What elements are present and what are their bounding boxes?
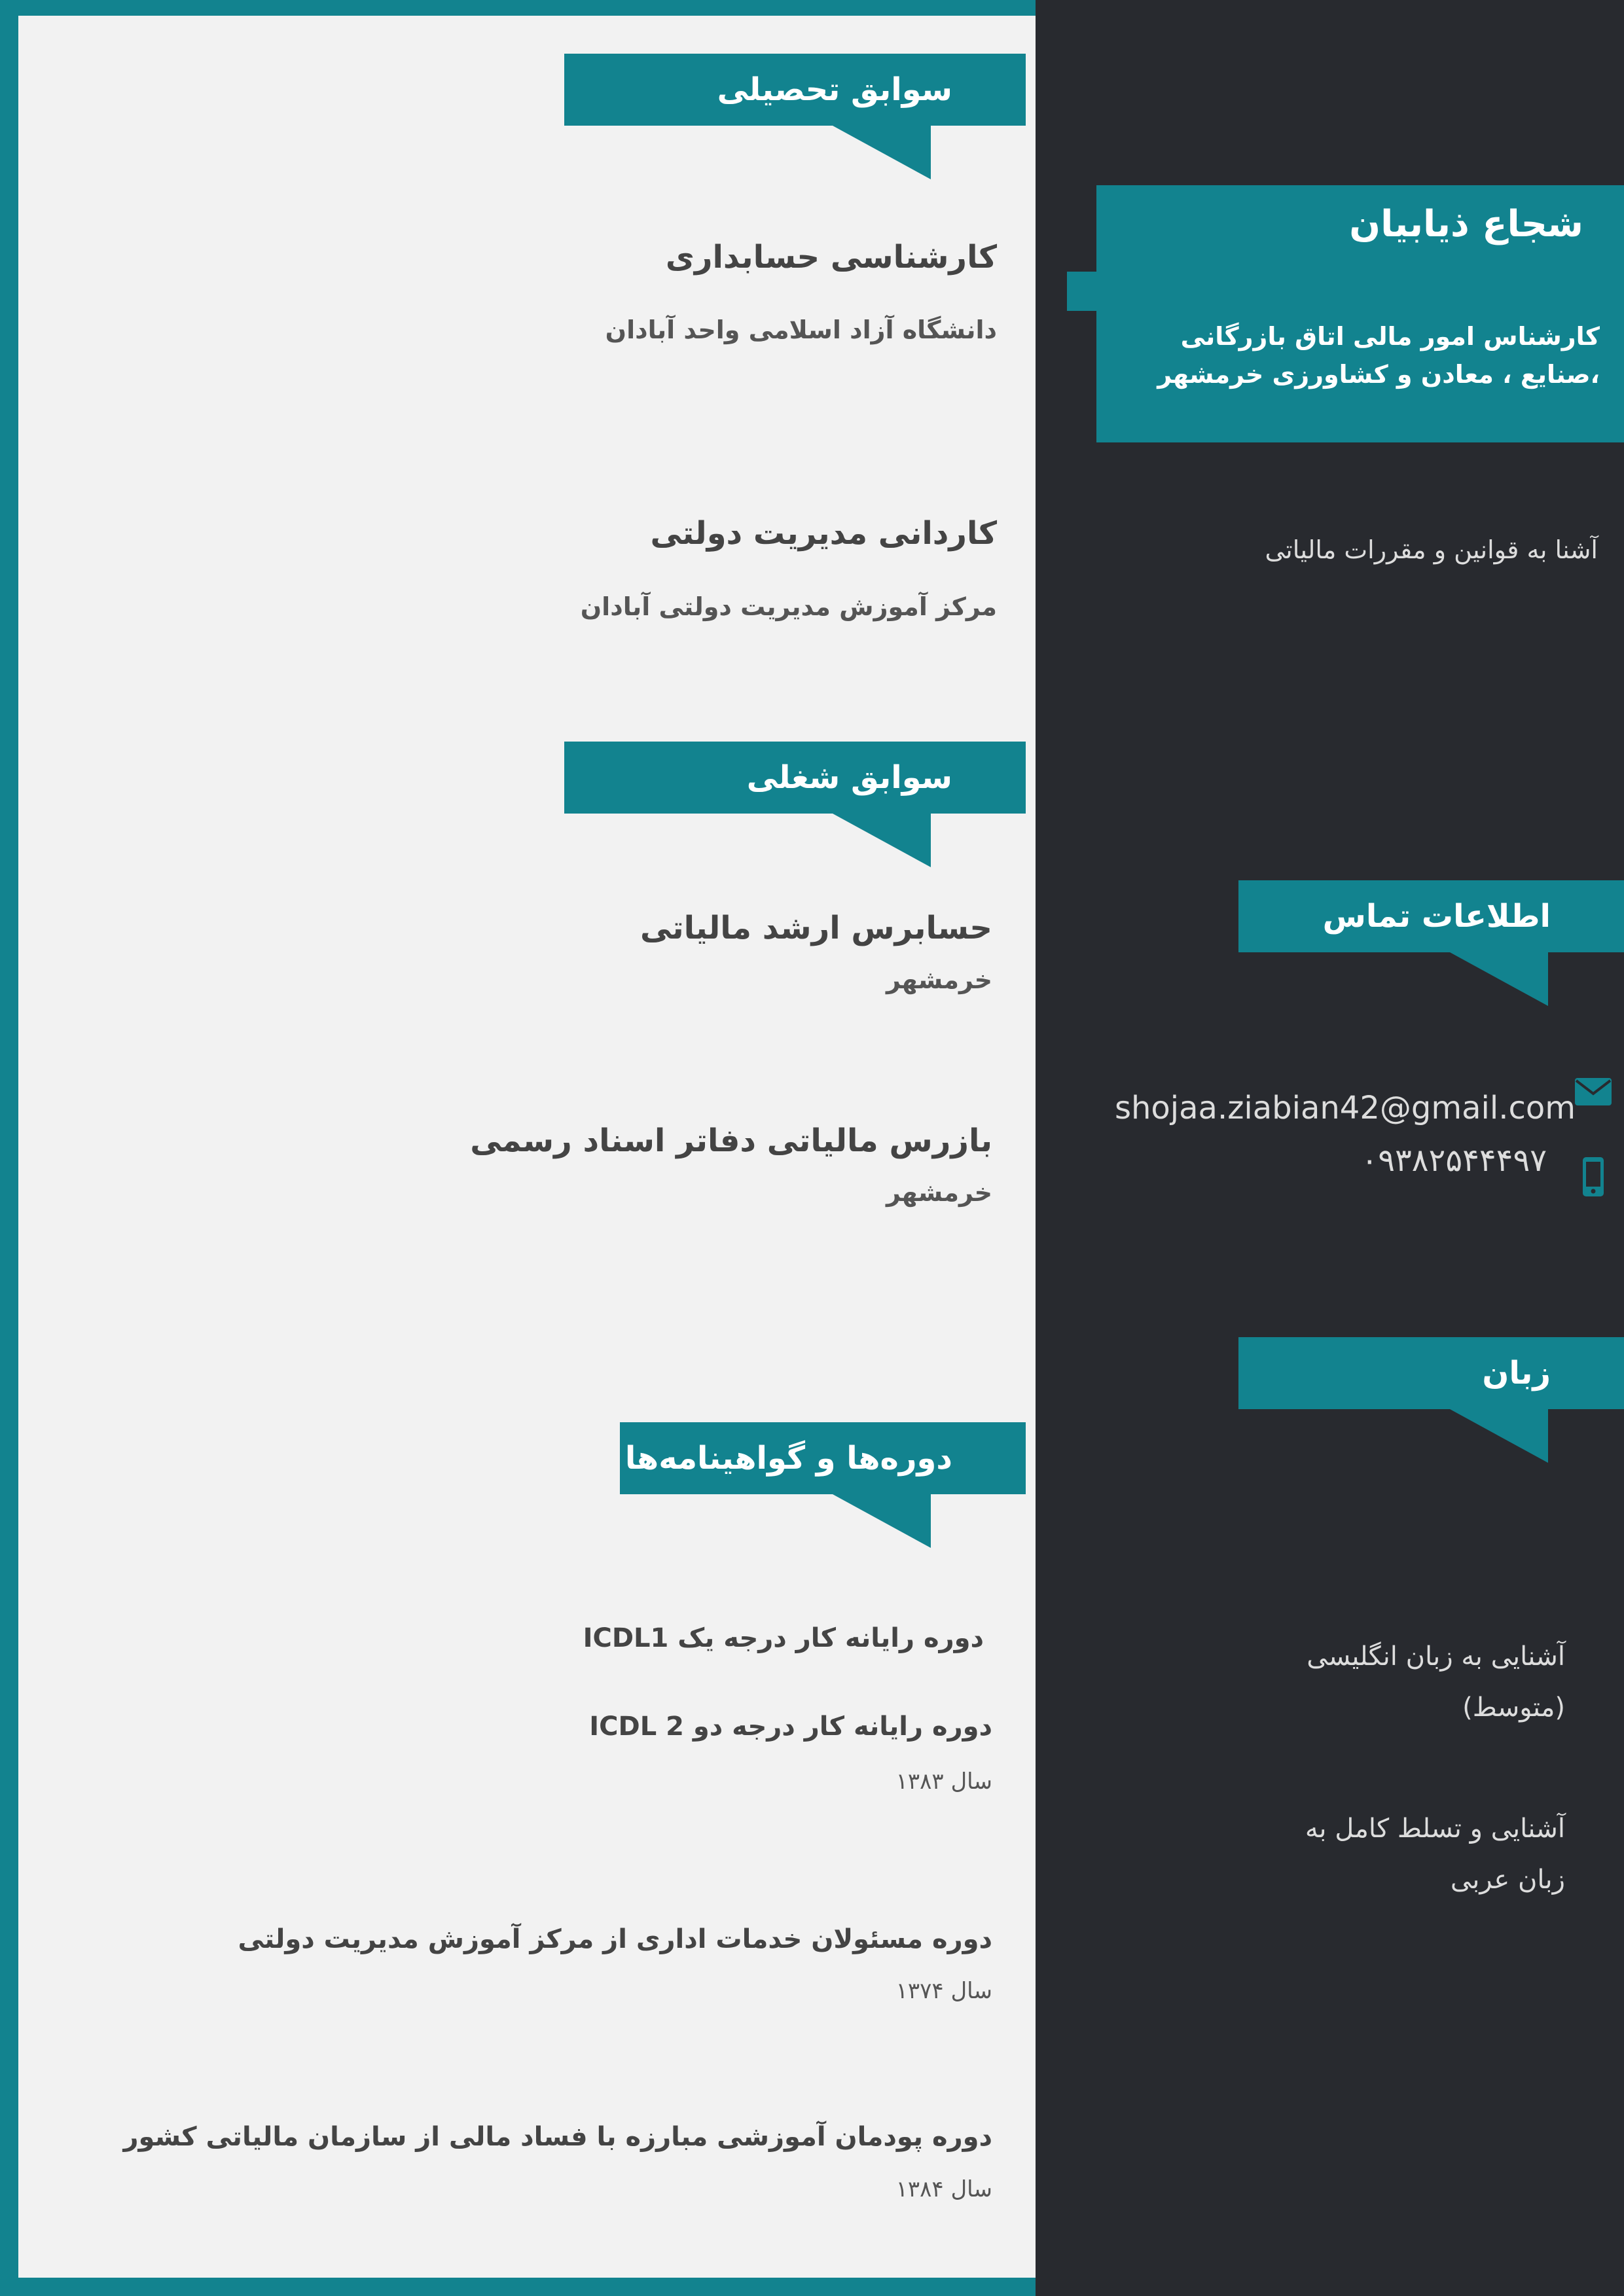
education-institution-2: مرکز آموزش مدیریت دولتی آبادان bbox=[580, 592, 997, 621]
experience-city-2: خرمشهر bbox=[886, 1178, 992, 1207]
languages-heading-tail bbox=[1450, 1409, 1548, 1463]
education-degree-1: کارشناسی حسابداری bbox=[665, 239, 997, 276]
envelope-icon bbox=[1575, 1078, 1612, 1105]
contact-heading-tail bbox=[1450, 952, 1548, 1006]
education-degree-2: کاردانی مدیریت دولتی bbox=[650, 515, 997, 552]
contact-phone[interactable]: ۰۹۳۸۲۵۴۴۴۹۷ bbox=[1361, 1142, 1547, 1179]
language-arabic: آشنایی و تسلط کامل به زبان عربی bbox=[1305, 1814, 1565, 1895]
course-2-year: سال ۱۳۸۳ bbox=[895, 1768, 992, 1795]
profile-summary: آشنا به قوانین و مقررات مالیاتی bbox=[1265, 535, 1598, 564]
courses-heading-tail bbox=[833, 1494, 931, 1548]
experience-role-2: بازرس مالیاتی دفاتر اسناد رسمی bbox=[470, 1122, 992, 1159]
education-heading: سوابق تحصیلی bbox=[564, 54, 1026, 126]
experience-heading-tail bbox=[833, 814, 931, 867]
course-4: دوره پودمان آموزشی مبارزه با فساد مالی از سازمان مالیاتی کشور bbox=[123, 2122, 992, 2152]
experience-city-1: خرمشهر bbox=[886, 965, 992, 994]
education-heading-tail bbox=[833, 126, 931, 179]
experience-heading: سوابق شغلی bbox=[564, 742, 1026, 814]
course-3: دوره مسئولان خدمات اداری از مرکز آموزش مدیریت دولتی bbox=[238, 1924, 992, 1954]
course-1: دوره رایانه کار درجه یک ICDL1 bbox=[583, 1623, 984, 1653]
languages-heading: زبان bbox=[1238, 1337, 1624, 1409]
name-card-tab bbox=[1067, 272, 1096, 311]
course-4-year: سال ۱۳۸۴ bbox=[895, 2176, 992, 2202]
mobile-phone-icon bbox=[1583, 1157, 1604, 1196]
courses-heading: دوره‌ها و گواهینامه‌ها bbox=[620, 1422, 1026, 1494]
course-3-year: سال ۱۳۷۴ bbox=[895, 1978, 992, 2004]
contact-heading: اطلاعات تماس bbox=[1238, 880, 1624, 952]
education-institution-1: دانشگاه آزاد اسلامی واحد آبادان bbox=[605, 315, 997, 344]
person-title: کارشناس امور مالی اتاق بازرگانی ،صنایع ، معادن و کشاورزی خرمشهر bbox=[1157, 322, 1600, 389]
course-2: دوره رایانه کار درجه دو ICDL 2 bbox=[589, 1712, 992, 1742]
contact-email[interactable]: shojaa.ziabian42@gmail.com bbox=[1115, 1090, 1576, 1126]
person-name: شجاع ذیابیان bbox=[1349, 203, 1583, 245]
experience-role-1: حسابرس ارشد مالیاتی bbox=[640, 910, 992, 946]
language-english: آشنایی به زبان انگلیسی (متوسط) bbox=[1307, 1641, 1565, 1723]
